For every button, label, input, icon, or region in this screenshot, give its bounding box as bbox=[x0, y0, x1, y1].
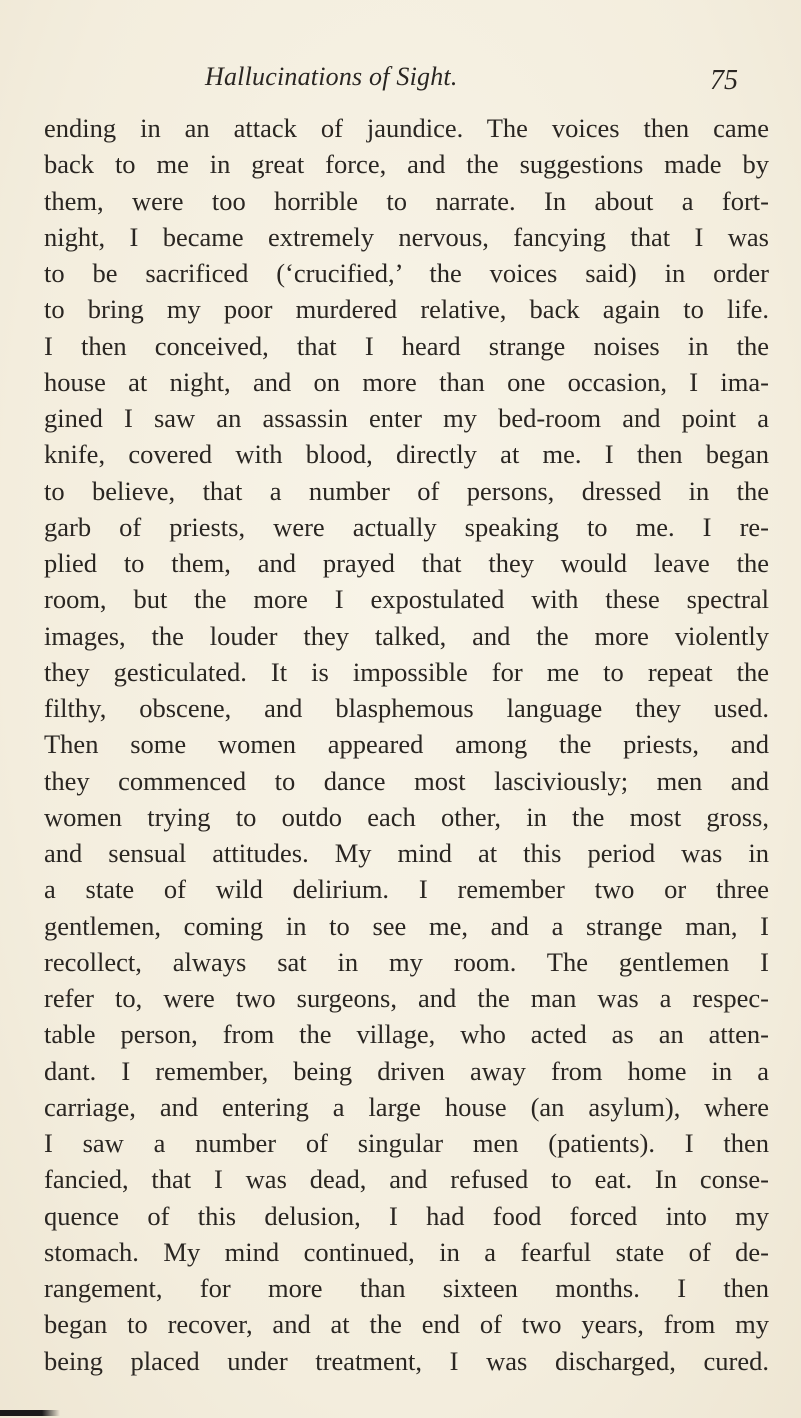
text-line: night, I became extremely nervous, fancying that I was bbox=[44, 221, 769, 252]
running-head: Hallucinations of Sight. bbox=[205, 62, 458, 91]
text-line: gined I saw an assassin enter my bed-room and point a bbox=[44, 403, 769, 433]
text-line: they gesticulated. It is impossible for me to repeat the bbox=[44, 656, 769, 687]
text-line: being placed under treatment, I was discharged, cured. bbox=[44, 1345, 769, 1376]
text-line: gentlemen, coming in to see me, and a strange man, I bbox=[44, 910, 769, 941]
text-line: a state of wild delirium. I remember two or three bbox=[44, 874, 769, 905]
text-line: recollect, always sat in my room. The gentlemen I bbox=[44, 946, 769, 977]
body-text bbox=[44, 110, 769, 1379]
text-line: rangement, for more than sixteen months. I then bbox=[44, 1273, 769, 1303]
text-line: dant. I remember, being driven away from home in a bbox=[44, 1055, 769, 1086]
text-line: room, but the more I expostulated with these spectral bbox=[44, 584, 769, 615]
text-line: stomach. My mind continued, in a fearful state of de- bbox=[44, 1236, 769, 1267]
text-line: to bring my poor murdered relative, back again to life. bbox=[44, 294, 769, 325]
text-line: images, the louder they talked, and the more violently bbox=[44, 620, 769, 651]
text-line: house at night, and on more than one occasion, I ima- bbox=[44, 366, 769, 397]
text-line: filthy, obscene, and blasphemous language they used. bbox=[44, 693, 769, 723]
text-line: Then some women appeared among the priests, and bbox=[44, 729, 769, 760]
text-line: to be sacrificed (‘crucified,’ the voices said) in order bbox=[44, 258, 769, 288]
text-line: plied to them, and prayed that they would leave the bbox=[44, 548, 769, 578]
text-line: table person, from the village, who acted as an atten- bbox=[44, 1019, 769, 1050]
text-line: carriage, and entering a large house (an asylum), where bbox=[44, 1091, 769, 1122]
page-number: 75 bbox=[710, 65, 738, 96]
text-line: and sensual attitudes. My mind at this period was in bbox=[44, 838, 769, 868]
text-line: ending in an attack of jaundice. The voices then came bbox=[44, 113, 769, 143]
scan-edge-mark bbox=[0, 1410, 60, 1416]
text-line: refer to, were two surgeons, and the man was a respec- bbox=[44, 983, 769, 1013]
text-line: they commenced to dance most lasciviously; men and bbox=[44, 765, 769, 796]
text-line: I saw a number of singular men (patients). I then bbox=[44, 1128, 769, 1158]
text-line: knife, covered with blood, directly at me. I then began bbox=[44, 439, 769, 470]
text-line: them, were too horrible to narrate. In about a fort- bbox=[44, 185, 769, 216]
page-header bbox=[0, 62, 801, 102]
text-line: fancied, that I was dead, and refused to eat. In conse- bbox=[44, 1164, 769, 1195]
text-line: I then conceived, that I heard strange noises in the bbox=[44, 330, 769, 361]
text-line: quence of this delusion, I had food forced into my bbox=[44, 1200, 769, 1231]
text-line: began to recover, and at the end of two years, from my bbox=[44, 1309, 769, 1340]
text-line: women trying to outdo each other, in the most gross, bbox=[44, 801, 769, 832]
text-line: to believe, that a number of persons, dressed in the bbox=[44, 475, 769, 506]
text-line: back to me in great force, and the suggestions made by bbox=[44, 149, 769, 180]
text-line: garb of priests, were actually speaking to me. I re- bbox=[44, 511, 769, 542]
